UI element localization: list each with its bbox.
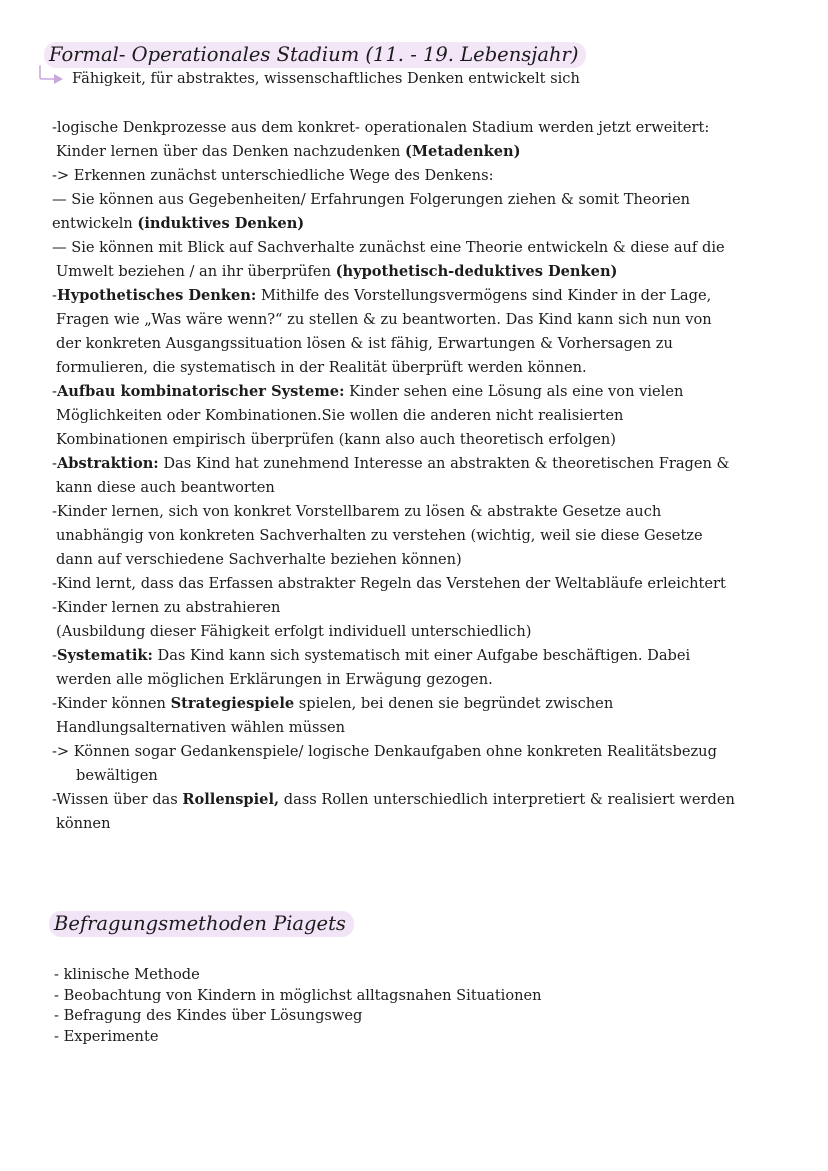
text-segment: Fragen wie „Was wäre wenn?“ zu stellen & zu beantworten. Das Kind kann sich nun von [56, 311, 712, 328]
text-line [56, 141, 521, 163]
text-line [56, 405, 623, 427]
list-item: - Beobachtung von Kindern in möglichst alltagsnahen Situationen [54, 986, 542, 1004]
text-segment: (Ausbildung dieser Fähigkeit erfolgt individuell unterschiedlich) [56, 623, 532, 640]
bold-term: Rollenspiel, [182, 791, 280, 808]
text-segment: Möglichkeiten oder Kombinationen.Sie wollen die anderen nicht realisierten [56, 407, 624, 424]
text-segment: unabhängig von konkreten Sachverhalten zu verstehen (wichtig, weil sie diese Gesetze [56, 527, 703, 544]
text-line [56, 477, 275, 499]
text-segment: Mithilfe des Vorstellungsvermögens sind Kinder in der Lage, [256, 287, 712, 304]
bold-term: Aufbau kombinatorischer Systeme: [56, 383, 345, 400]
bold-term: (Metadenken) [405, 143, 521, 160]
arrow-right-icon [36, 64, 66, 86]
text-segment: entwickeln [52, 215, 138, 232]
text-line [56, 549, 462, 571]
text-segment: -logische Denkprozesse aus dem konkret- operationalen Stadium werden jetzt erweitert: [52, 119, 710, 136]
text-line [56, 717, 345, 739]
text-line [52, 573, 726, 595]
text-segment: -Kind lernt, dass das Erfassen abstrakter Regeln das Verstehen der Weltabläufe erleichtert [52, 575, 726, 592]
text-segment: — Sie können mit Blick auf Sachverhalte zunächst eine Theorie entwickeln & diese auf die [52, 239, 725, 256]
text-segment: dann auf verschiedene Sachverhalte beziehen können) [56, 551, 462, 568]
text-segment: Das Kind hat zunehmend Interesse an abstrakten & theoretischen Fragen & [158, 455, 730, 472]
text-line [56, 333, 673, 355]
text-line [52, 165, 494, 187]
text-line [52, 213, 304, 235]
text-segment: werden alle möglichen Erklärungen in Erwägung gezogen. [56, 671, 493, 688]
bold-term: (hypothetisch-deduktives Denken) [335, 263, 618, 280]
text-segment: - [52, 455, 57, 472]
list-item: - Befragung des Kindes über Lösungsweg [54, 1007, 363, 1024]
text-segment: Kinder lernen über das Denken nachzudenken [56, 143, 405, 160]
text-segment: formulieren, die systematisch in der Realität überprüft werden können. [56, 359, 587, 376]
text-line [52, 453, 730, 475]
text-line [56, 261, 617, 283]
text-line [52, 501, 661, 523]
text-segment: - [52, 647, 57, 664]
text-line [52, 789, 735, 811]
text-line [52, 741, 717, 763]
section-title-befragungsmethoden: Befragungsmethoden Piagets [49, 911, 354, 937]
text-segment: -> Können sogar Gedankenspiele/ logische Denkaufgaben ohne konkreten Realitätsbezug [52, 743, 717, 760]
text-segment: -Kinder lernen, sich von konkret Vorstellbarem zu lösen & abstrakte Gesetze auch [52, 503, 662, 520]
bold-term: (induktives Denken) [137, 215, 305, 232]
text-line [52, 237, 725, 259]
bold-term: Abstraktion: [56, 455, 159, 472]
text-segment: Handlungsalternativen wählen müssen [56, 719, 346, 736]
text-segment: -Kinder lernen zu abstrahieren [52, 599, 281, 616]
section-title-formal-operational: Formal- Operationales Stadium (11. - 19. Lebensjahr) [44, 42, 586, 68]
text-segment: -Kinder können [52, 695, 171, 712]
text-line [56, 525, 703, 547]
text-segment: -> Erkennen zunächst unterschiedliche Wege des Denkens: [52, 167, 494, 184]
text-line [56, 429, 616, 451]
method-list [54, 965, 542, 1047]
text-segment: Kinder sehen eine Lösung als eine von vielen [344, 383, 684, 400]
text-segment: — Sie können aus Gegebenheiten/ Erfahrungen Folgerungen ziehen & somit Theorien [52, 191, 690, 208]
text-line [52, 189, 690, 211]
text-segment: - [52, 383, 57, 400]
section-subtitle: Fähigkeit, für abstraktes, wissenschaftliches Denken entwickelt sich [72, 70, 580, 87]
text-segment: bewältigen [76, 767, 158, 784]
text-segment: Das Kind kann sich systematisch mit einer Aufgabe beschäftigen. Dabei [152, 647, 691, 664]
text-segment: Kombinationen empirisch überprüfen (kann also auch theoretisch erfolgen) [56, 431, 616, 448]
text-segment: - [52, 287, 57, 304]
text-line [56, 669, 493, 691]
text-line [56, 621, 531, 643]
text-segment: dass Rollen unterschiedlich interpretiert & realisiert werden [279, 791, 735, 808]
text-line [56, 813, 110, 835]
text-line [52, 381, 683, 403]
bold-term: Hypothetisches Denken: [56, 287, 257, 304]
text-segment: -Wissen über das [52, 791, 183, 808]
text-segment: der konkreten Ausgangssituation lösen & ist fähig, Erwartungen & Vorhersagen zu [56, 335, 673, 352]
bold-term: Systematik: [56, 647, 153, 664]
text-line [52, 285, 711, 307]
bold-term: Strategiespiele [170, 695, 295, 712]
text-line [52, 693, 613, 715]
text-segment: Umwelt beziehen / an ihr überprüfen [56, 263, 336, 280]
text-line [76, 765, 158, 787]
text-line [56, 357, 587, 379]
list-item: - klinische Methode [54, 966, 200, 983]
text-line [52, 645, 690, 667]
text-line [56, 309, 712, 331]
list-item: - Experimente [54, 1027, 159, 1045]
text-segment: kann diese auch beantworten [56, 479, 275, 496]
text-line [52, 597, 280, 619]
text-segment: spielen, bei denen sie begründet zwischen [294, 695, 614, 712]
text-segment: können [56, 815, 111, 832]
text-line [52, 117, 709, 139]
